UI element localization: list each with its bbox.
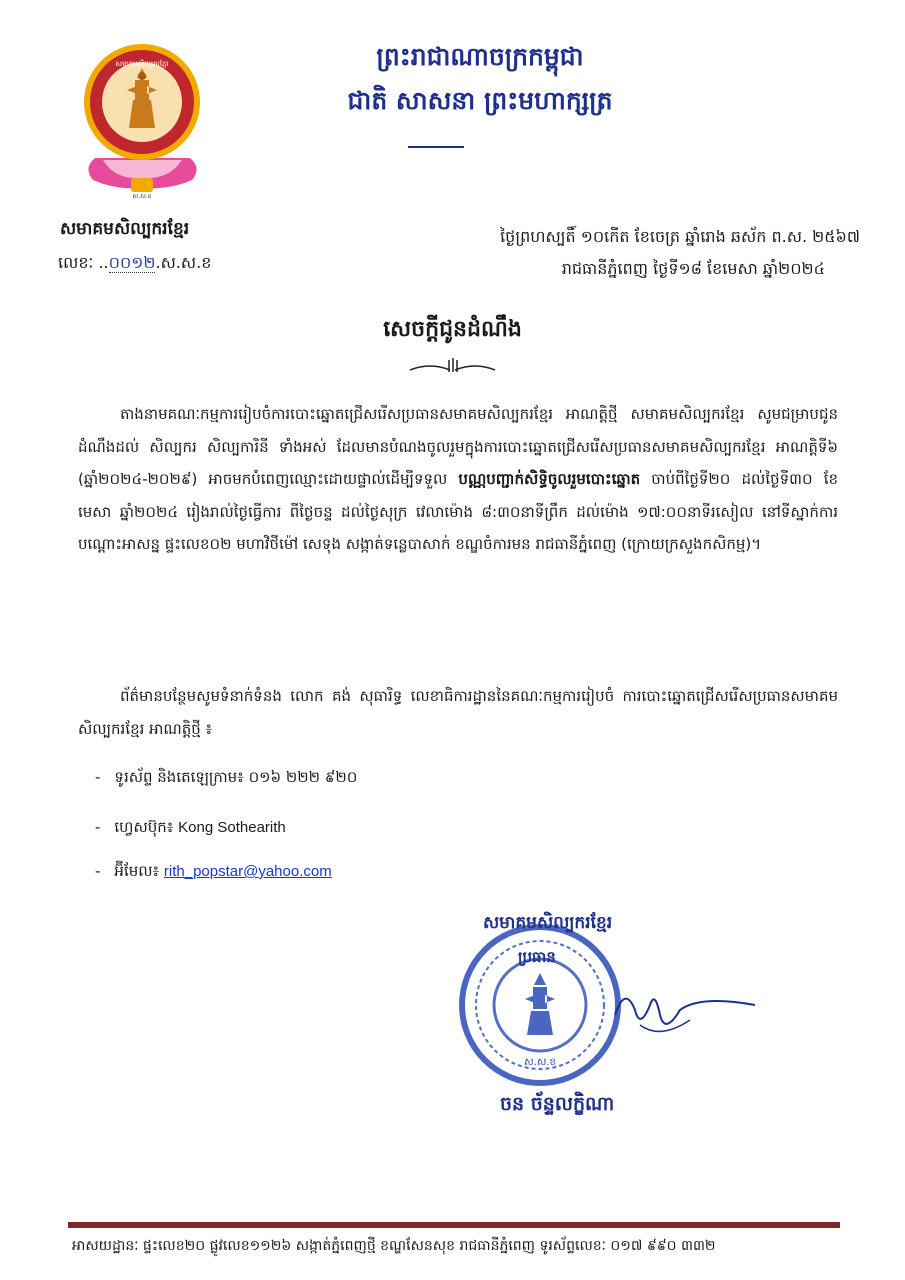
solar-date: រាជធានីភ្នំពេញ ថ្ងៃទី១៨ ខែមេសា ឆ្នាំ២០២៤ [561,259,825,278]
official-seal [455,915,625,1090]
para1-part-a: តាងនាមគណៈកម្មការរៀបចំការបោះឆ្នោតជ្រើសរើសប្រធានសមាគមសិល្បករខ្មែរ អាណត្តិថ្មី សមាគមសិល្បករខ្មែរ សូមជម្រាបជូនដំណឹងដល់ សិល្បករ សិល្បការិនី ទាំងអស់ ដែលមានបំណងចូលរួមក្នុងការបោះឆ្នោតជ្រើសរើសប្រធានសមាគមសិល្បករខ្មែរ អាណត្តិទី៦ (ឆ្នាំ២០២៤-២០២៩) អាចមកបំពេញឈ្មោះដោយផ្ទាល់ដើម្បីទទួល [78,405,838,488]
logo-text: សមាគមសិល្បករខ្មែរ [115,60,169,68]
header-divider [408,146,464,148]
contact-label: ទូរស័ព្ទ និងតេឡេក្រាម៖ [114,768,244,786]
kingdom-heading: ព្រះរាជាណាចក្រកម្ពុជា [376,42,584,71]
bullet-dash: - [95,768,101,786]
para1-bold: បណ្ណបញ្ជាក់សិទ្ធិចូលរួមបោះឆ្នោត [458,470,641,488]
footer-address: អាសយដ្ឋានៈ ផ្ទះលេខ២០ ផ្លូវលេខ១១២៦ សង្កាត់ភ្នំពេញថ្មី ខណ្ឌសែនសុខ រាជធានីភ្នំពេញ ទូរស័ព្ទលេខៈ ០១៧ ៩៩០ ៣៣២ [72,1238,716,1254]
reference-number [58,252,211,276]
document-title: សេចក្ដីជូនដំណឹង [383,316,522,342]
title-ornament-icon [405,356,500,376]
contact-facebook [95,818,286,840]
signature-org: សមាគមសិល្បករខ្មែរ [483,913,613,933]
bullet-dash: - [95,818,101,836]
email-link[interactable]: rith_popstar@yahoo.com [163,863,332,880]
association-logo [75,40,210,200]
lunar-date: ថ្ងៃព្រហស្បតិ៍ ១០កើត ខែចេត្រ ឆ្នាំរោង ឆស័ក ព.ស. ២៥៦៧ [500,227,860,246]
ref-prefix: លេខៈ .. [58,253,109,272]
phone-value: ០១៦ ២២២ ៩២០ [248,768,358,786]
ref-suffix: .ស.ស.ខ [155,253,212,272]
body-paragraph-2: ព័ត៌មានបន្ថែមសូមទំនាក់ទំនង លោក គង់ សុធារិទ្ធ លេខាធិការដ្ឋាននៃគណៈកម្មការរៀបចំ ការបោះឆ្នោតជ្រើសរើសប្រធានសមាគមសិល្បករខ្មែរ អាណត្តិថ្មី ៖ [78,687,838,738]
contact-email [95,862,332,884]
contact-label: ហ្វេសប៊ុក៖ [114,818,174,836]
bullet-dash: - [95,862,101,880]
national-motto: ជាតិ សាសនា ព្រះមហាក្សត្រ [347,86,613,115]
facebook-value: Kong Sothearith [178,819,286,836]
signer-name: ចន ច័ន្ទលក្ខិណា [500,1093,615,1115]
footer-divider [68,1222,840,1228]
svg-text:ស.ស.ខ: ស.ស.ខ [132,193,152,200]
para1-part-b: ចាប់ពីថ្ងៃទី២០ ដល់ថ្ងៃទី៣០ ខែមេសា ឆ្នាំ២០២៤ រៀងរាល់ថ្ងៃធ្វើការ ពីថ្ងៃចន្ទ ដល់ថ្ងៃសុក្រ វេលាម៉ោង ៨:៣០នាទីព្រឹក ដល់ម៉ោង ១៧:០០នាទីរសៀល នៅទីស្នាក់ការបណ្ដោះអាសន្ន ផ្ទះលេខ០២ មហាវិថីម៉ៅ សេទុង សង្កាត់ទន្លេបាសាក់ ខណ្ឌចំការមន រាជធានីភ្នំពេញ (ក្រោយក្រសួងកសិកម្ម)។ [78,470,838,553]
seal-text: ស.ស.ខ [524,1057,556,1068]
body-paragraph-1 [78,398,838,561]
ref-number: ០០១២ [108,253,156,272]
contact-phone [95,768,357,790]
contact-label: អ៊ីមែល៖ [114,862,160,880]
handwritten-signature [610,975,760,1045]
sender-org-name: សមាគមសិល្បករខ្មែរ [60,219,190,239]
signature-title: ប្រធាន [518,948,556,966]
